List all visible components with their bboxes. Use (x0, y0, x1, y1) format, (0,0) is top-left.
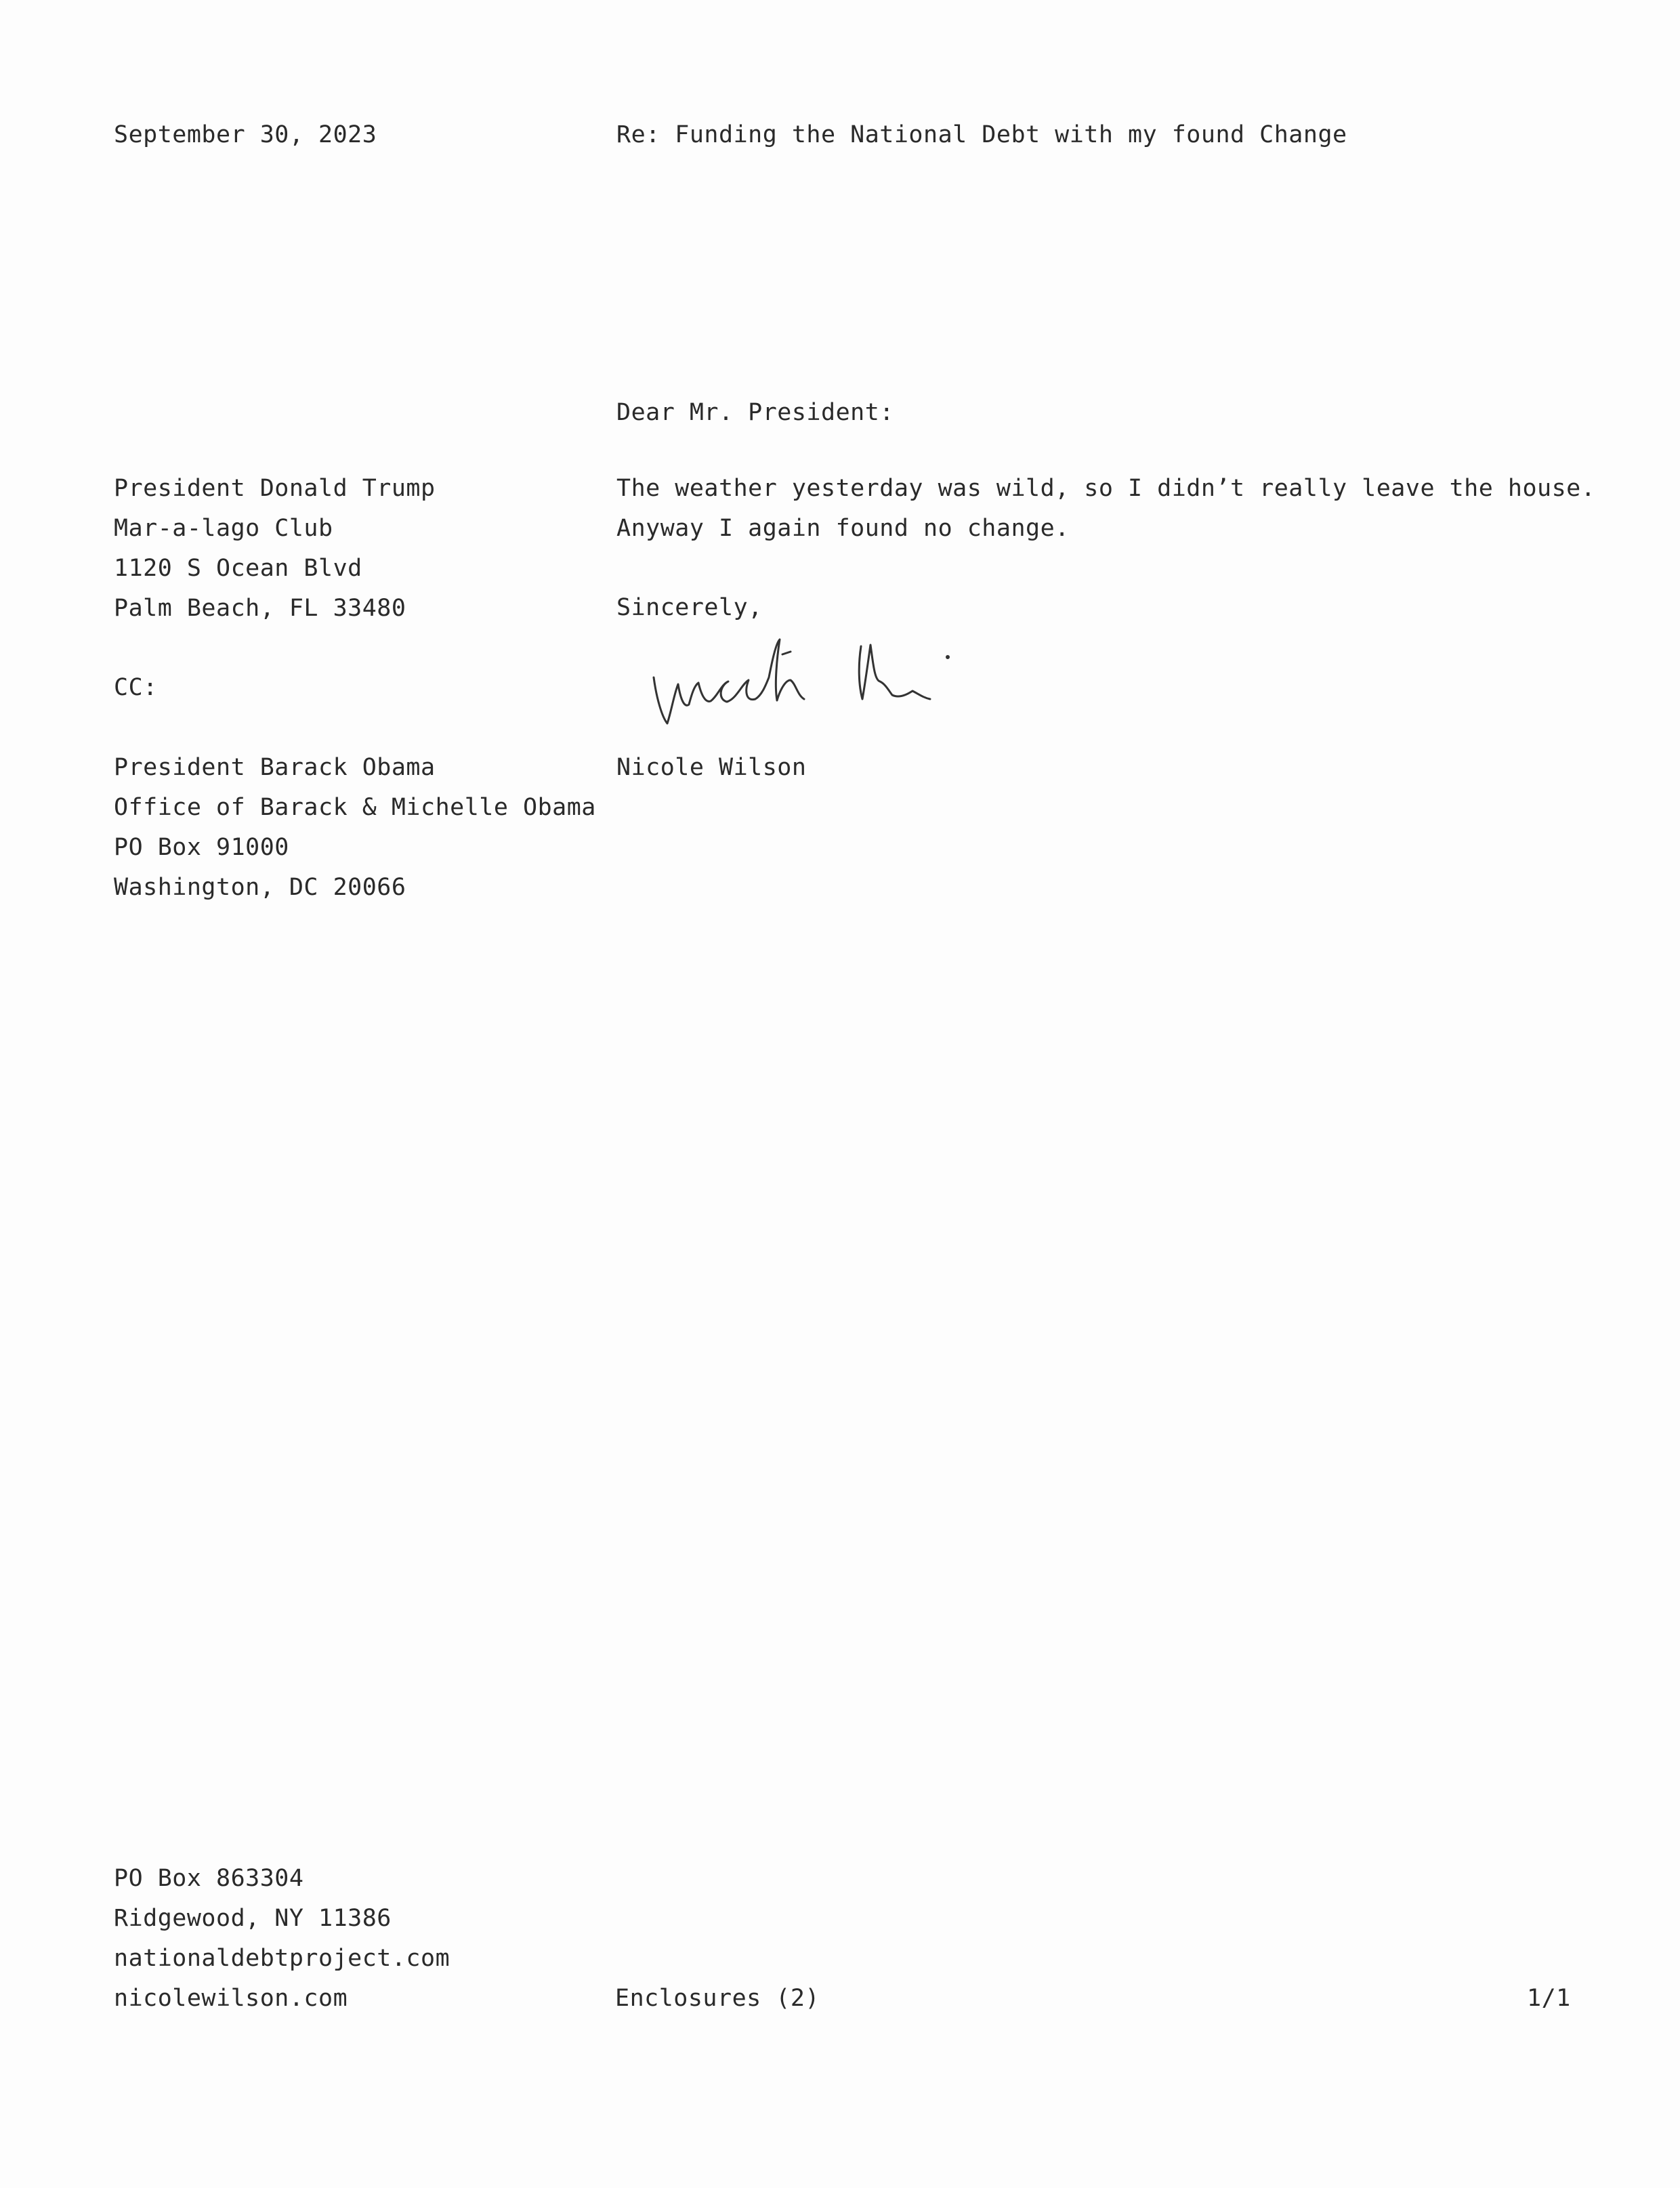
recipient-address (114, 469, 436, 629)
letter-subject: Re: Funding the National Debt with my found Change (616, 121, 1347, 148)
body-line: The weather yesterday was wild, so I didn’t really leave the house. (616, 475, 1596, 502)
recipient-line: Palm Beach, FL 33480 (114, 595, 406, 622)
salutation: Dear Mr. President: (616, 399, 894, 426)
recipient-line: 1120 S Ocean Blvd (114, 555, 362, 582)
recipient-line: President Donald Trump (114, 475, 436, 502)
sender-line: PO Box 863304 (114, 1865, 304, 1892)
cc-line: President Barack Obama (114, 754, 436, 781)
cc-label: CC: (114, 674, 158, 701)
letter-date: September 30, 2023 (114, 121, 377, 148)
recipient-line: Mar-a-lago Club (114, 515, 333, 542)
sender-line: Ridgewood, NY 11386 (114, 1905, 392, 1932)
sender-address (114, 1859, 450, 2019)
cc-line: PO Box 91000 (114, 834, 289, 861)
letter-body (616, 469, 1595, 549)
cc-line: Washington, DC 20066 (114, 874, 406, 901)
handwritten-signature (647, 637, 965, 738)
closing: Sincerely, (616, 594, 763, 621)
sender-line: nationaldebtproject.com (114, 1945, 450, 1972)
page-number: 1/1 (1527, 1985, 1571, 2012)
signature-name: Nicole Wilson (616, 754, 807, 781)
sender-line: nicolewilson.com (114, 1985, 348, 2012)
body-line: Anyway I again found no change. (616, 515, 1070, 542)
enclosures-note: Enclosures (2) (615, 1985, 820, 2012)
cc-address (114, 748, 596, 908)
cc-line: Office of Barack & Michelle Obama (114, 794, 596, 821)
